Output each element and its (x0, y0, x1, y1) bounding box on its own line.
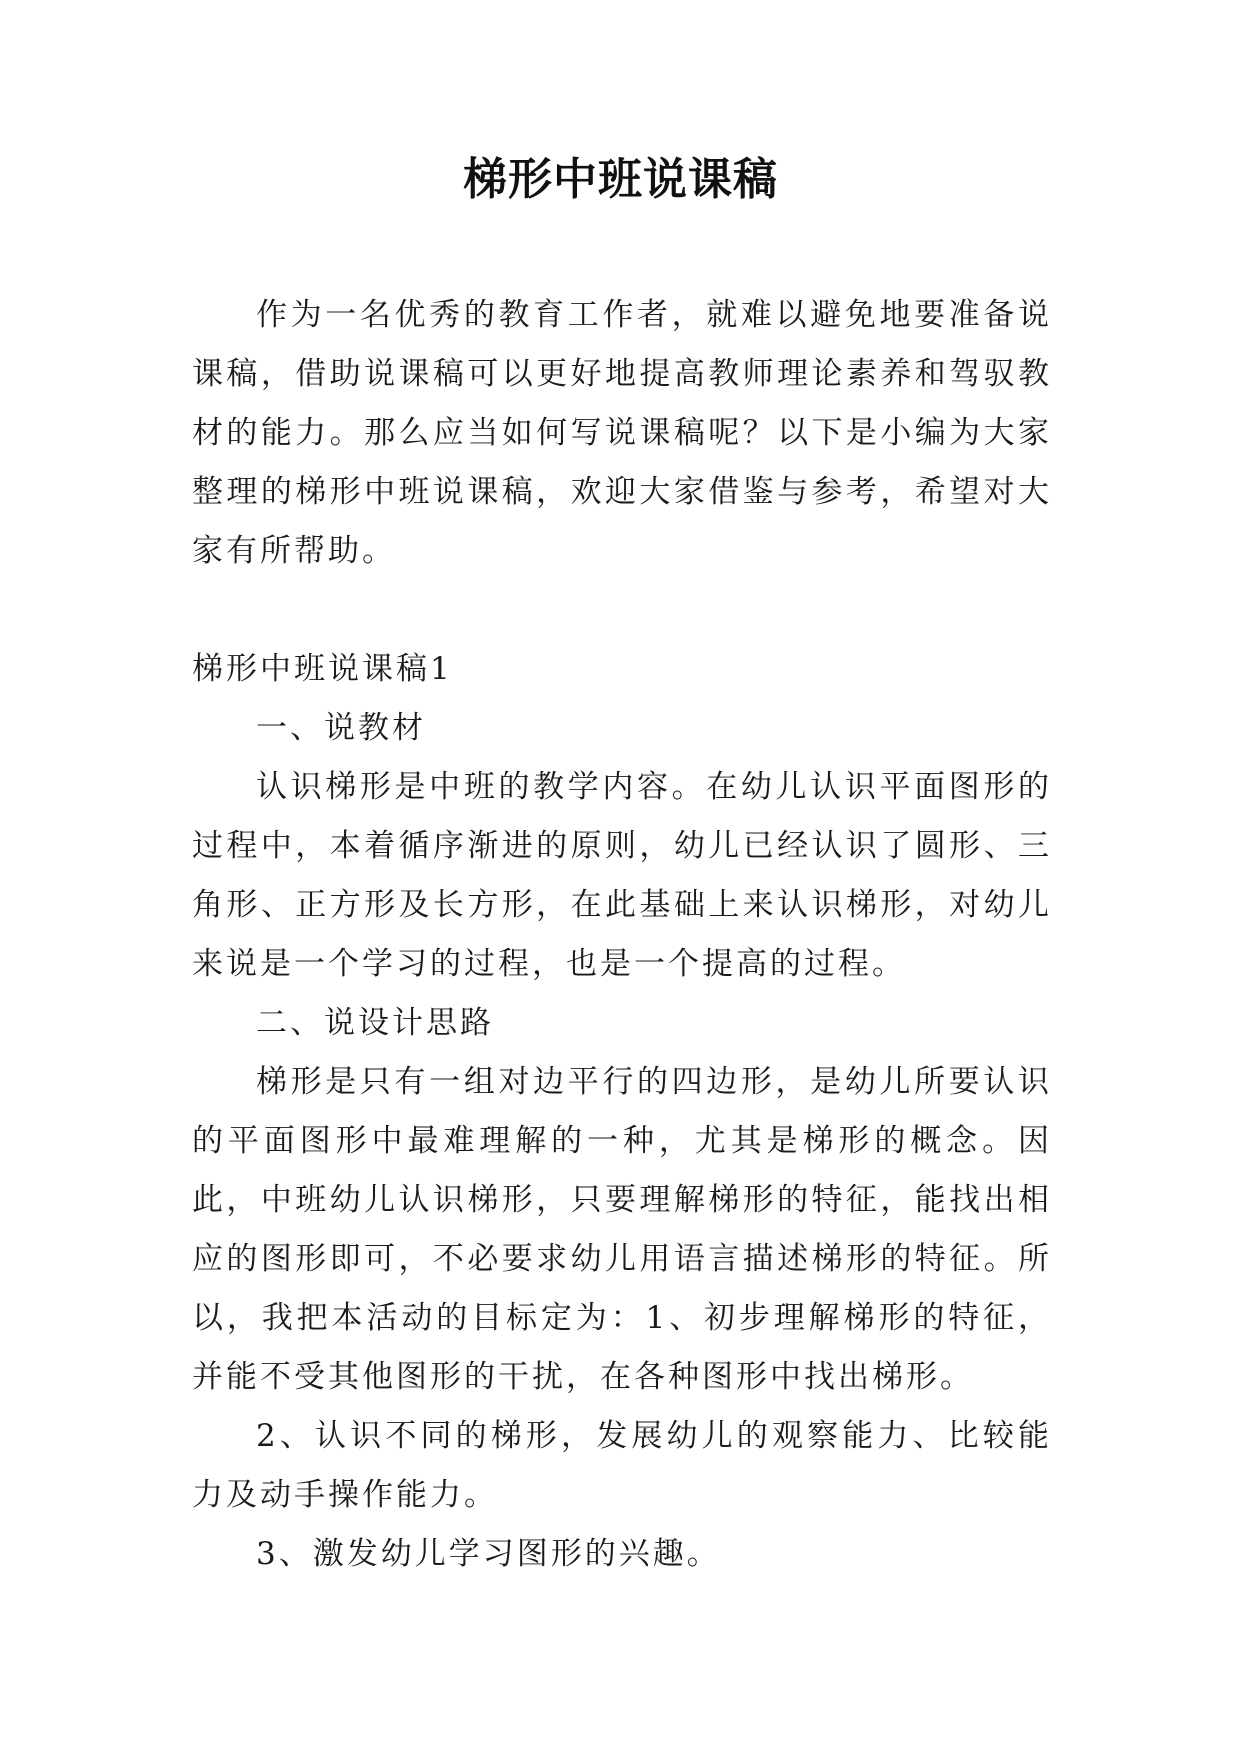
intro-paragraph: 作为一名优秀的教育工作者，就难以避免地要准备说课稿，借助说课稿可以更好地提高教师理论素养和驾驭教材的能力。那么应当如何写说课稿呢？以下是小编为大家整理的梯形中班说课稿，欢迎大家借鉴与参考，希望对大家有所帮助。 (192, 297, 1052, 569)
document-body (192, 286, 1052, 1584)
paragraph-design-idea: 梯形是只有一组对边平行的四边形，是幼儿所要认识的平面图形中最难理解的一种，尤其是梯形的概念。因此，中班幼儿认识梯形，只要理解梯形的特征，能找出相应的图形即可，不必要求幼儿用语言描述梯形的特征。所以，我把本活动的目标定为：1、初步理解梯形的特征，并能不受其他图形的干扰，在各种图形中找出梯形。 (192, 1064, 1052, 1395)
section-title: 梯形中班说课稿1 (192, 651, 453, 687)
paragraph-goal-2: 2、认识不同的梯形，发展幼儿的观察能力、比较能力及动手操作能力。 (192, 1418, 1052, 1513)
heading-teaching-material: 一、说教材 (256, 710, 426, 746)
paragraph-teaching-material: 认识梯形是中班的教学内容。在幼儿认识平面图形的过程中，本着循序渐进的原则，幼儿已经认识了圆形、三角形、正方形及长方形，在此基础上来认识梯形，对幼儿来说是一个学习的过程，也是一个提高的过程。 (192, 769, 1052, 982)
paragraph-goal-3: 3、激发幼儿学习图形的兴趣。 (256, 1536, 721, 1572)
heading-design-idea: 二、说设计思路 (256, 1005, 494, 1041)
document-title: 梯形中班说课稿 (463, 154, 778, 205)
